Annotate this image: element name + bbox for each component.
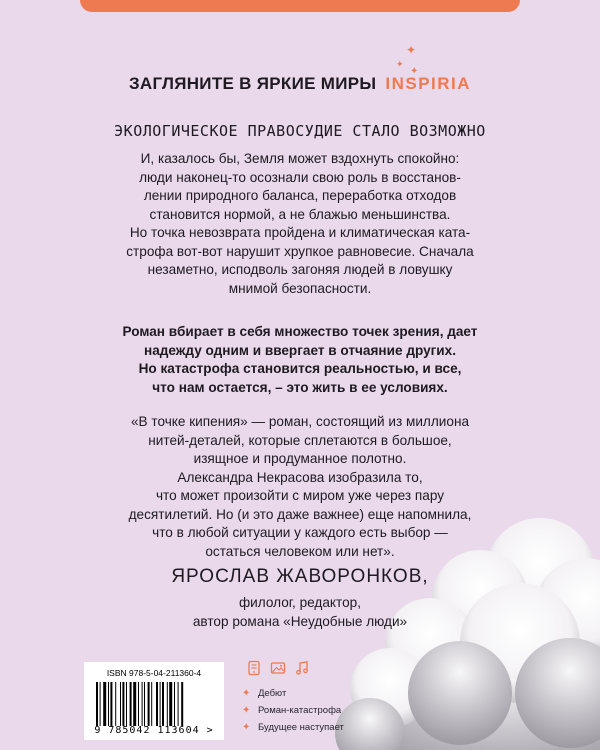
barcode-number: 9 785042 113604 > — [94, 725, 214, 736]
text-line: И, казалось бы, Земля может вздохнуть спокойно: — [140, 151, 460, 166]
tag-item — [242, 719, 344, 736]
tag-item — [242, 702, 344, 719]
text-line: десятилетий. Но (и это даже важнее) еще напомнила, — [128, 506, 472, 522]
isbn: ISBN 978-5-04-211360-4 — [106, 668, 202, 678]
text-line: что нам остается, – это жить в ее условиях. — [152, 379, 448, 395]
text-line: незаметно, исподволь загоняя людей в ловушку — [147, 262, 453, 277]
text-line: Роман вбирает в себя множество точек зрения, дает — [122, 324, 478, 339]
text-line: остаться человеком или нет». — [205, 543, 395, 559]
tagline-text: ЗАГЛЯНИТЕ В ЯРКИЕ МИРЫ — [128, 74, 377, 93]
tag-item — [242, 685, 344, 702]
barcode-bars — [94, 682, 214, 726]
tag-label: Роман-катастрофа — [258, 705, 342, 716]
tag-label: Будущее наступает — [258, 722, 344, 733]
text-line: строфа вот-вот нарушит хрупкое равновесие. Сначала — [126, 243, 474, 259]
text-line: что может произойти с миром уже через пару — [155, 488, 445, 503]
barcode — [84, 662, 224, 740]
series-tagline — [0, 74, 600, 94]
star-icon: ✦ — [242, 705, 251, 716]
genre-tags — [242, 685, 344, 736]
text-line: надежду одним и ввергает в отчаяние других. — [144, 342, 456, 358]
sparkles-icon: ✦ ✦ ✦ — [396, 43, 419, 77]
highlight-paragraph — [80, 323, 520, 397]
text-line: становится нормой, а не блажью меньшинства. — [149, 206, 451, 222]
tag-label: Дебют — [258, 688, 287, 699]
text-line: Но точка невозврата пройдена и климатическая ката- — [129, 225, 471, 240]
star-icon: ✦ — [242, 688, 251, 699]
author-name: ЯРОСЛАВ ЖАВОРОНКОВ, — [171, 566, 429, 587]
text-line: «В точке кипения» — роман, состоящий из миллиона — [130, 414, 470, 429]
ebook-icon — [246, 660, 262, 676]
text-line: нитей-деталей, которые сплетаются в большое, — [148, 432, 452, 448]
author-role-line: филолог, редактор, — [238, 595, 361, 610]
author-role-line: автор романа «Неудобные люди» — [192, 614, 408, 629]
author-credentials — [0, 593, 600, 631]
description-paragraph — [80, 150, 520, 298]
format-icons — [246, 660, 326, 680]
text-line: люди наконец-то осознали свою роль в восстанов- — [139, 169, 461, 185]
star-icon: ✦ — [242, 722, 251, 733]
brand-name: INSPIRIA — [385, 74, 472, 93]
text-line: лении природного баланса, переработка отходов — [143, 188, 457, 203]
music-note-icon — [294, 660, 310, 676]
headline: ЭКОЛОГИЧЕСКОЕ ПРАВОСУДИЕ СТАЛО ВОЗМОЖНО — [114, 122, 486, 140]
text-line: Александра Некрасова изобразила то, — [177, 469, 423, 485]
image-icon — [270, 660, 286, 676]
text-line: мнимой безопасности. — [228, 280, 372, 296]
top-accent-tab — [80, 0, 520, 12]
text-line: Но катастрофа становится реальностью, и все, — [138, 361, 462, 376]
text-line: что в любой ситуации у каждого есть выбор — — [152, 525, 448, 540]
text-line: изящное и продуманное полотно. — [193, 451, 407, 466]
